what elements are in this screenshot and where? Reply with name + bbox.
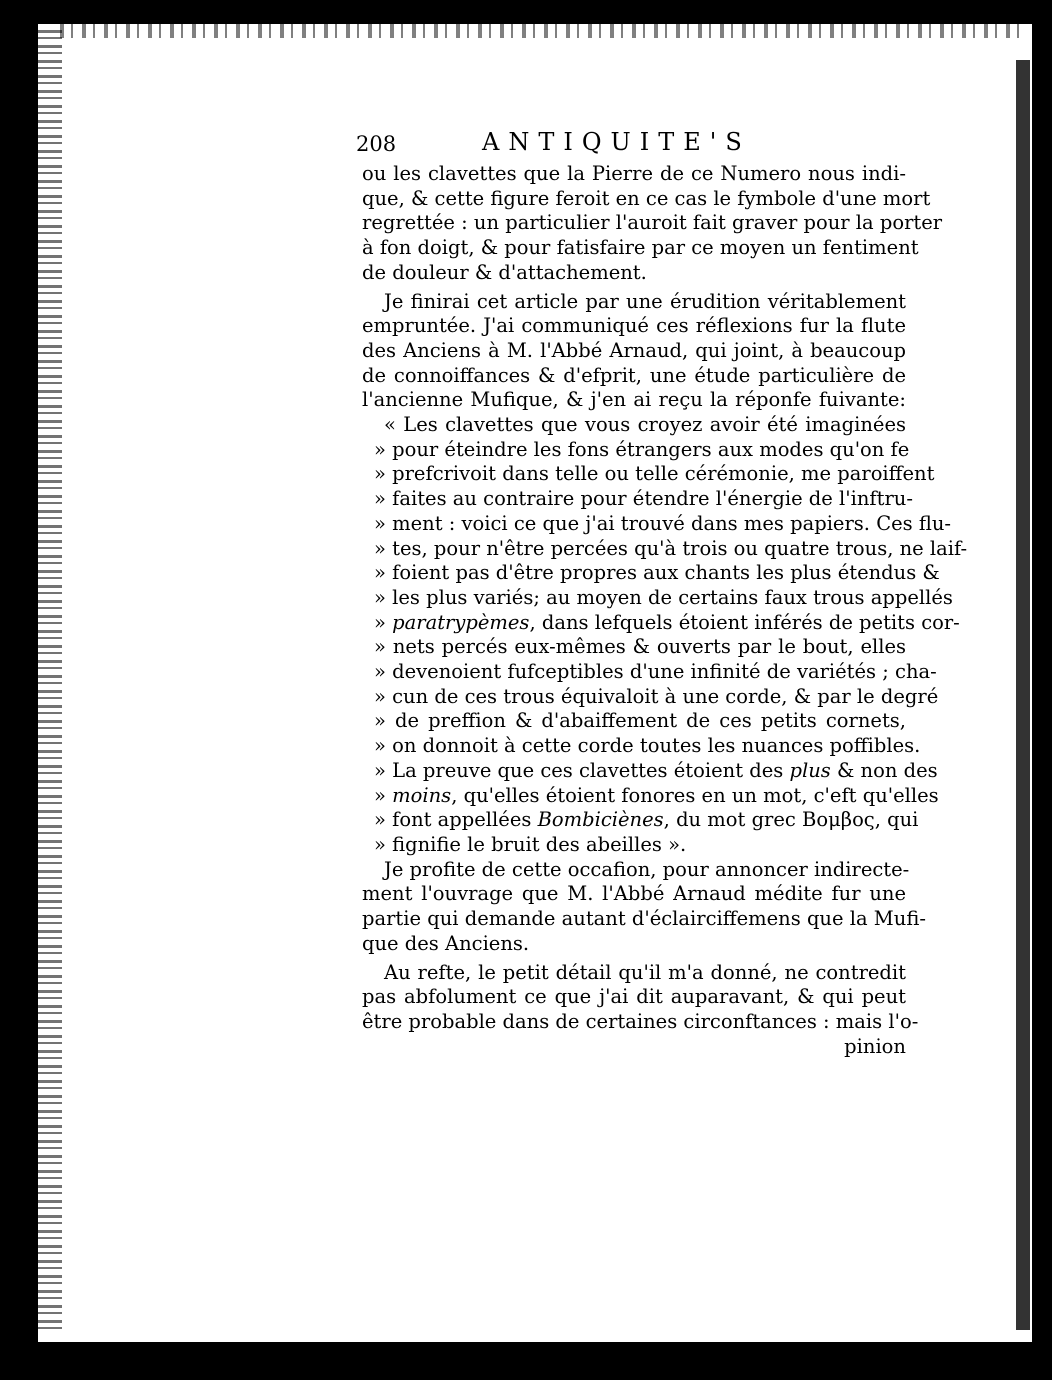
greek-word: Βομβος <box>802 808 875 832</box>
text-line: que des Anciens. <box>362 931 530 955</box>
scan-edge-right <box>1016 60 1030 1330</box>
text-line <box>362 808 919 833</box>
text-line: ment l'ouvrage que M. l'Abbé Arnaud médite fur une <box>362 882 906 906</box>
text-line: » fignifie le bruit des abeilles ». <box>374 832 687 856</box>
text-line: » cun de ces trous équivaloit à une corde, & par le degré <box>374 684 939 708</box>
text-line <box>362 758 938 784</box>
paragraph-2 <box>362 290 906 414</box>
text-line: regrettée : un particulier l'auroit fait graver pour la porter <box>362 211 943 235</box>
text-line: » pour éteindre les fons étrangers aux modes qu'on fe <box>374 437 910 461</box>
text-line: Je finirai cet article par une érudition véritablement <box>384 289 906 313</box>
quote-mark: » <box>374 610 393 634</box>
italic-term: plus <box>789 758 831 782</box>
italic-term: Bombiciènes <box>537 808 664 832</box>
text-line: » prefcrivoit dans telle ou telle cérémonie, me paroiffent <box>374 462 935 486</box>
text-line: » de preffion & d'abaiffement de ces petits cornets, <box>374 709 906 733</box>
text-line: être probable dans de certaines circonftances : mais l'o- <box>362 1009 919 1033</box>
text-line: » faites au contraire pour étendre l'énergie de l'inftru- <box>374 487 913 511</box>
text-line: l'ancienne Mufique, & j'en ai reçu la réponfe fuivante: <box>362 388 906 412</box>
quotation <box>362 413 968 858</box>
text-fragment: , dans lefquels étoient inférés de petits cor- <box>529 610 960 634</box>
text-fragment: , qui <box>874 808 919 832</box>
text-line: empruntée. J'ai communiqué ces réflexions fur la flute <box>362 314 906 338</box>
scan-edge-top <box>60 24 1020 38</box>
text-line: Je profite de cette occafion, pour annoncer indirecte- <box>384 857 910 881</box>
page-number: 208 <box>356 132 397 156</box>
page-header <box>356 130 906 162</box>
paragraph-3 <box>362 857 926 957</box>
text-fragment: , qu'elles étoient fonores en un mot, c'eft qu'elles <box>451 783 939 807</box>
text-line: des Anciens à M. l'Abbé Arnaud, qui joint, à beaucoup <box>362 338 906 362</box>
text-fragment: & non des <box>830 758 938 782</box>
text-line: » nets percés eux-mêmes & ouverts par le bout, elles <box>374 635 906 659</box>
text-line: » on donnoit à cette corde toutes les nuances poffibles. <box>374 734 921 758</box>
catchword: pinion <box>844 1034 906 1058</box>
text-line: » tes, pour n'être percées qu'à trois ou quatre trous, ne laif- <box>374 536 968 560</box>
paragraph-4 <box>362 960 919 1060</box>
running-head: ANTIQUITE'S <box>482 128 751 156</box>
text-line: » les plus variés; au moyen de certains faux trous appellés <box>374 585 953 609</box>
text-line <box>362 610 960 636</box>
text-line: que, & cette figure feroit en ce cas le fymbole d'une mort <box>362 186 931 210</box>
quote-mark: » <box>374 783 393 807</box>
italic-term: moins <box>392 783 452 807</box>
paragraph-1 <box>362 162 943 286</box>
scan-edge-left <box>38 30 62 1330</box>
text-line: ou les clavettes que la Pierre de ce Numero nous indi- <box>362 162 906 185</box>
text-line: à fon doigt, & pour fatisfaire par ce moyen un fentiment <box>362 236 919 260</box>
text-line: de douleur & d'attachement. <box>362 260 647 284</box>
text-fragment: » font appellées <box>374 808 538 832</box>
text-line: de connoiffances & d'efprit, une étude particulière de <box>362 363 906 387</box>
italic-term: paratrypèmes <box>392 610 530 634</box>
text-line: » ment : voici ce que j'ai trouvé dans mes papiers. Ces flu- <box>374 511 952 535</box>
book-page <box>356 128 968 1059</box>
text-line: » devenoient fufceptibles d'une infinité de variétés ; cha- <box>374 660 937 684</box>
text-line: « Les clavettes que vous croyez avoir été imaginées <box>384 413 906 437</box>
text-line: » foient pas d'être propres aux chants les plus étendus & <box>374 561 940 585</box>
text-line: partie qui demande autant d'éclairciffemens que la Mufi- <box>362 907 926 931</box>
text-line <box>362 783 939 809</box>
text-fragment: » La preuve que ces clavettes étoient des <box>374 758 790 782</box>
text-line: Au refte, le petit détail qu'il m'a donné, ne contredit <box>384 960 906 984</box>
text-fragment: , du mot grec <box>663 808 803 832</box>
text-line: pas abfolument ce que j'ai dit auparavant, & qui peut <box>362 985 906 1009</box>
